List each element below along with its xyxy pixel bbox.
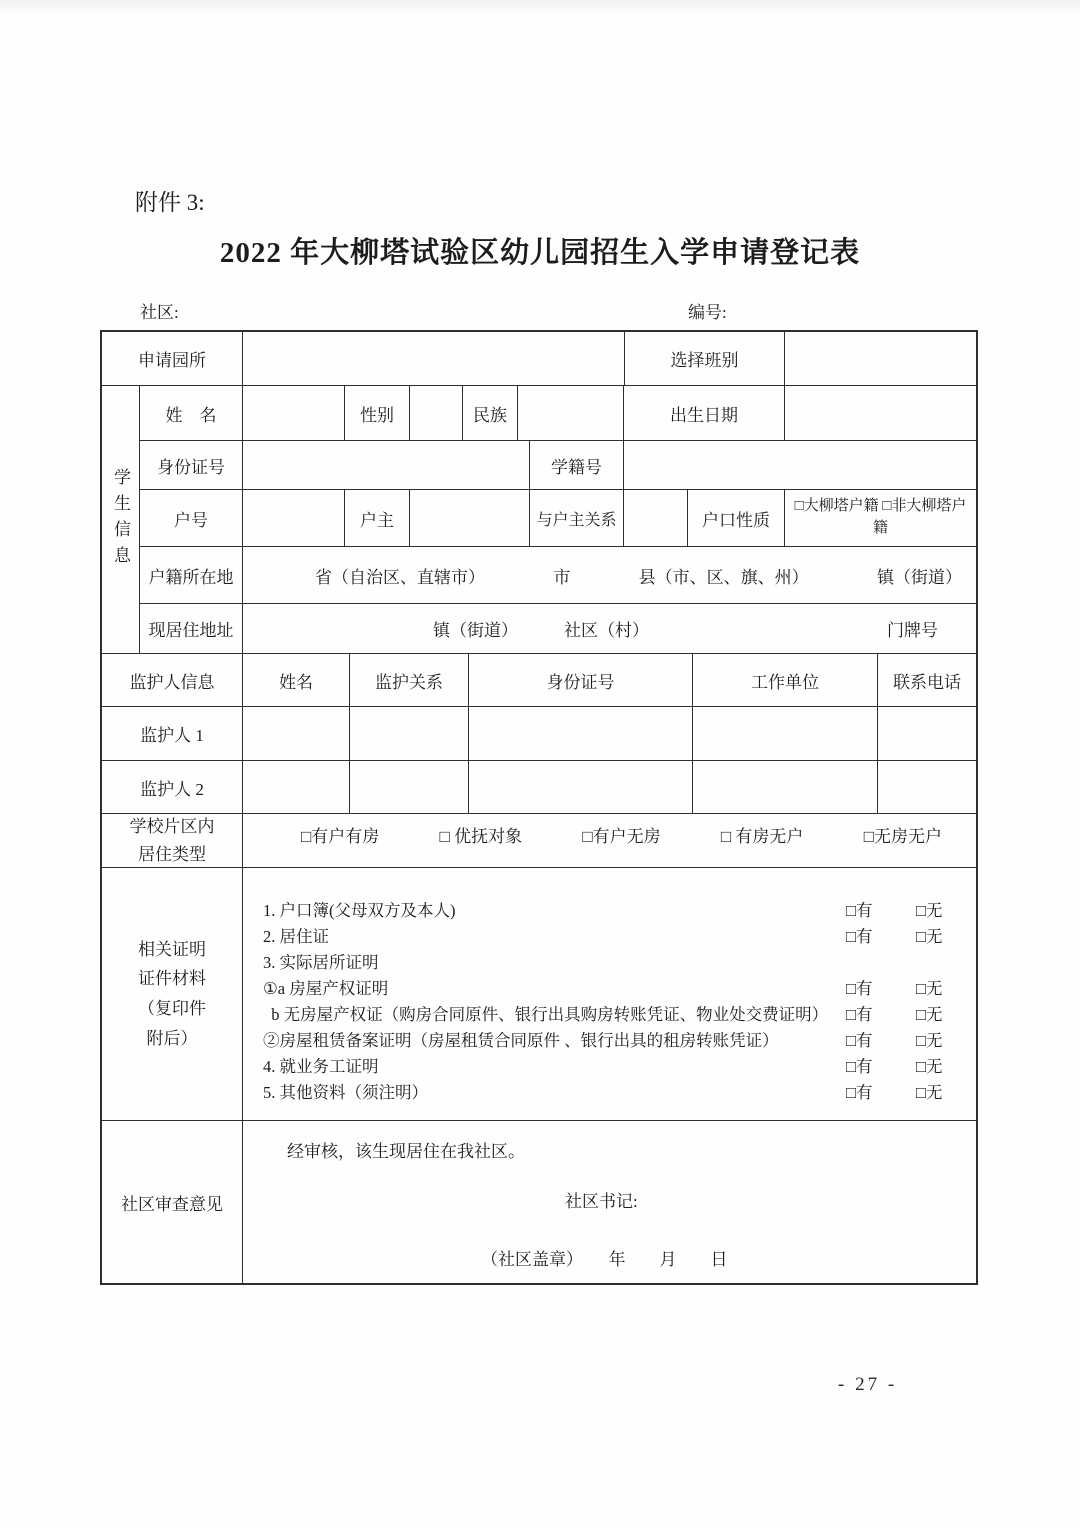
- review-seal-date-line: （社区盖章） 年 月 日: [481, 1250, 728, 1269]
- attachment-label: 附件 3:: [135, 190, 205, 215]
- guardian2-work-cell: [693, 761, 878, 813]
- documents-label-line2: 证件材料: [138, 969, 206, 989]
- documents-label: [102, 868, 243, 1120]
- guardian2-name-cell: [243, 761, 350, 813]
- gender-value-cell: [410, 386, 463, 440]
- page-number: - 27 -: [838, 1374, 898, 1395]
- name-row: [140, 386, 976, 441]
- ethnicity-label: 民族: [463, 386, 518, 440]
- residence-type-label-line1: 学校片区内: [129, 817, 215, 837]
- guardian-col-id: 身份证号: [469, 654, 693, 706]
- guardian2-row: [102, 761, 976, 814]
- checkbox-no: □无: [916, 1057, 943, 1076]
- guardian1-row: [102, 707, 976, 761]
- documents-row: [102, 868, 976, 1121]
- guardian2-label: 监护人 2: [102, 761, 243, 813]
- guardian1-phone-cell: [878, 707, 976, 760]
- student-no-value-cell: [624, 441, 976, 489]
- guardian-col-name: 姓名: [243, 654, 350, 706]
- residence-type-label: [102, 814, 243, 867]
- doc-item-residence-permit: 2. 居住证 □有 □无: [263, 922, 958, 948]
- birthdate-label: 出生日期: [624, 386, 785, 440]
- doc-item-actual-residence: 3. 实际居所证明: [263, 953, 379, 972]
- review-row: [102, 1121, 976, 1283]
- name-label: 姓 名: [140, 386, 243, 440]
- hu-no-value-cell: [243, 490, 345, 546]
- apply-value-cell: [243, 332, 625, 385]
- checkbox-option-huwufang: □有户无房: [582, 827, 661, 846]
- community-label: 社区:: [140, 303, 179, 322]
- checkbox-option-fangwuhu: □ 有房无户: [720, 827, 804, 846]
- checkbox-no: □无: [916, 979, 943, 998]
- checkbox-yes: □有: [846, 1031, 873, 1050]
- checkbox-option-youfu: □ 优抚对象: [439, 827, 523, 846]
- hukou-row: [140, 490, 976, 547]
- checkbox-option-huyoufang: □有户有房: [301, 827, 380, 846]
- apply-label: 申请园所: [102, 332, 243, 385]
- origin-template-cell: [243, 547, 976, 603]
- guardian1-name-cell: [243, 707, 350, 760]
- apply-row: [102, 332, 976, 386]
- hukou-type-label: 户口性质: [688, 490, 785, 546]
- origin-town: 镇（街道）: [876, 567, 962, 587]
- address-row: [140, 604, 976, 653]
- id-label: 身份证号: [140, 441, 243, 489]
- origin-city: 市: [553, 567, 571, 587]
- doc-item-rental-record: ②房屋租赁备案证明（房屋租赁合同原件 、银行出具的租房转账凭证） □有 □无: [263, 1026, 958, 1052]
- checkbox-yes: □有: [846, 1083, 873, 1102]
- guardian1-label: 监护人 1: [102, 707, 243, 760]
- documents-list: [243, 868, 976, 1120]
- residence-type-options: [243, 814, 976, 867]
- guardian2-phone-cell: [878, 761, 976, 813]
- origin-county: 县（市、区、旗、州）: [638, 567, 809, 587]
- doc-item-employment-cert: 4. 就业务工证明 □有 □无: [263, 1052, 958, 1078]
- address-town: 镇（街道）: [433, 621, 518, 640]
- origin-row: [140, 547, 976, 604]
- checkbox-yes: □有: [846, 1057, 873, 1076]
- documents-label-line3: （复印件: [138, 999, 206, 1018]
- guardian-col-phone: 联系电话: [893, 672, 961, 692]
- documents-label-line4: 附后）: [146, 1028, 198, 1048]
- review-content: [243, 1121, 976, 1283]
- form-title: 2022 年大柳塔试验区幼儿园招生入学申请登记表: [219, 237, 861, 269]
- class-label: 选择班别: [625, 332, 785, 385]
- guardian-col-relation: 监护关系: [350, 654, 469, 706]
- address-door-no: 门牌号: [887, 621, 938, 640]
- id-row: [140, 441, 976, 490]
- address-label: 现居住地址: [140, 604, 243, 653]
- checkbox-yes: □有: [846, 927, 873, 946]
- student-no-label: 学籍号: [530, 441, 624, 489]
- guardian1-id-cell: [469, 707, 693, 760]
- hu-head-label: 户主: [345, 490, 410, 546]
- relation-label: 与户主关系: [530, 490, 624, 546]
- checkbox-yes: □有: [846, 979, 873, 998]
- guardian-col-work: 工作单位: [693, 654, 878, 706]
- hukou-type-options: □大柳塔户籍 □非大柳塔户籍: [794, 498, 967, 536]
- application-form-table: [100, 330, 978, 1285]
- student-section-label-cell: [102, 386, 140, 653]
- code-label: 编号:: [688, 303, 727, 322]
- checkbox-no: □无: [916, 1031, 943, 1050]
- ethnicity-value-cell: [518, 386, 624, 440]
- residence-type-row: [102, 814, 976, 868]
- student-section-label: 学生信息: [111, 467, 130, 572]
- guardian2-relation-cell: [350, 761, 469, 813]
- address-community: 社区（村）: [564, 621, 649, 640]
- origin-label: 户籍所在地: [140, 547, 243, 603]
- name-value-cell: [243, 386, 345, 440]
- checkbox-no: □无: [916, 927, 943, 946]
- checkbox-no: □无: [916, 901, 943, 920]
- address-template-cell: [243, 604, 976, 653]
- doc-item-hukou-book: 1. 户口簿(父母双方及本人) □有 □无: [263, 896, 958, 922]
- doc-item-property-cert: ①a 房屋产权证明 □有 □无: [263, 974, 958, 1000]
- checkbox-yes: □有: [846, 1005, 873, 1024]
- checkbox-no: □无: [916, 1083, 943, 1102]
- checkbox-no: □无: [916, 1005, 943, 1024]
- review-secretary-label: 社区书记:: [565, 1192, 638, 1211]
- relation-value-cell: [624, 490, 688, 546]
- guardian2-id-cell: [469, 761, 693, 813]
- doc-item-no-property-cert: b 无房屋产权证（购房合同原件、银行出具购房转账凭证、物业处交费证明） □有 □无: [263, 1000, 958, 1026]
- checkbox-option-wufangwuhu: □无房无户: [863, 827, 942, 846]
- birthdate-value-cell: [785, 386, 976, 440]
- review-label: 社区审查意见: [102, 1121, 243, 1283]
- guardian-header-row: [102, 654, 976, 707]
- review-statement: 经审核，该生现居住在我社区。: [287, 1142, 525, 1161]
- class-value-cell: [785, 332, 976, 385]
- doc-item-other: 5. 其他资料（须注明） □有 □无: [263, 1078, 958, 1104]
- gender-label: 性别: [345, 386, 410, 440]
- residence-type-label-line2: 居住类型: [138, 844, 206, 864]
- hu-head-value-cell: [410, 490, 530, 546]
- guardian-section-label: 监护人信息: [102, 654, 243, 706]
- id-value-cell: [243, 441, 530, 489]
- hu-no-label: 户号: [140, 490, 243, 546]
- guardian1-work-cell: [693, 707, 878, 760]
- guardian1-relation-cell: [350, 707, 469, 760]
- documents-label-line1: 相关证明: [138, 939, 206, 959]
- student-section: [102, 386, 976, 654]
- origin-province: 省（自治区、直辖市）: [315, 567, 485, 587]
- checkbox-yes: □有: [846, 901, 873, 920]
